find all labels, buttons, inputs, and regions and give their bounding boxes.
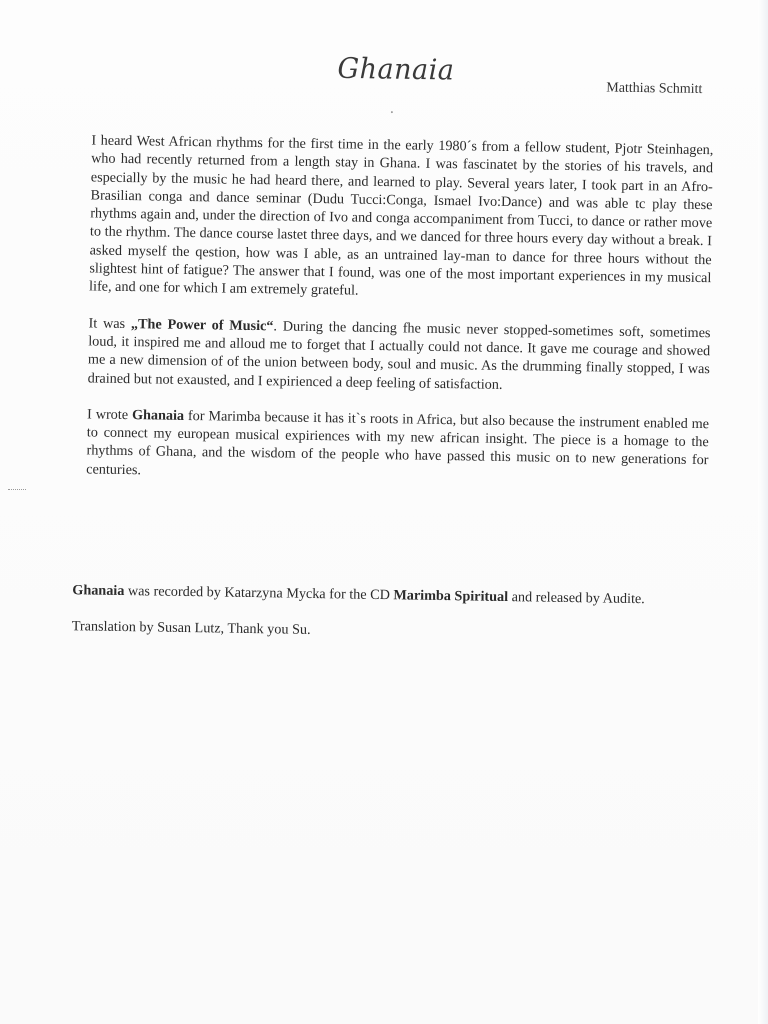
paragraph-lead: It was bbox=[88, 315, 132, 332]
paragraph-origin-story bbox=[89, 131, 714, 305]
piece-title-credit: Ghanaia bbox=[72, 582, 125, 600]
credits bbox=[71, 581, 672, 663]
paragraph-text: . During the dancing fhe music never stopped-sometimes soft, sometimes loud, it inspired me and alloud me to forget that I actually could not dance. It gave me courage and showed me a new dimension of of the union between body, soul and music. As the drumming finally stopped, I was drained but not exausted, and I expirienced a deep feeling of satisfaction. bbox=[87, 317, 711, 393]
cd-title: Marimba Spiritual bbox=[393, 587, 509, 606]
paragraph-text: for Marimba because it has it`s roots in Africa, but also because the instrument enabled me to connect my european musical expiriences with my new african insight. The piece is a homage to the rhythms of Ghana, and the wisdom of the people who have passed this music on to new generations for centuries. bbox=[86, 407, 710, 479]
translation-credit: Translation by Susan Lutz, Thank you Su. bbox=[71, 618, 311, 639]
paragraph-why-marimba bbox=[86, 405, 709, 488]
body-text bbox=[86, 131, 714, 506]
credit-text-tail: and released by Audite. bbox=[507, 589, 645, 608]
credit-text: was recorded by Katarzyna Mycka for the CD bbox=[124, 583, 394, 604]
paragraph-power-of-music bbox=[88, 314, 711, 397]
power-of-music-phrase: „The Power of Music“ bbox=[130, 315, 274, 334]
document-title: Ghanaia bbox=[337, 52, 455, 87]
paragraph-lead: I wrote bbox=[86, 406, 133, 423]
author-name: Matthias Schmitt bbox=[606, 80, 703, 98]
paragraph-text: I heard West African rhythms for the first time in the early 1980´s from a fellow student, Pjotr Steinhagen, who had recently returned from a length stay in Ghana. I was fascinatet by the stories of his travels, and especially by the music he had heard there, and learned to play. Several years later, I took part in an Afro-Brasilian conga and dance seminar (Dudu Tucci:Conga, Ismael Ivo:Dance) and was able tc play these rhythms again and, under the direction of Ivo and conga accompaniment from Tucci, to dance or rather move to the rhythm. The dance course lastet three days, and we danced for three hours every day without a break. I asked myself the qestion, how was I able, as an untrained lay-man to dance for three hours without the slightest hint of fatigue? The answer that I found, was one of the most important experiences in my musical life, and one for which I am extremely grateful. bbox=[88, 132, 714, 300]
piece-title-inline: Ghanaia bbox=[131, 406, 185, 424]
scan-speck bbox=[391, 111, 393, 113]
recording-credit bbox=[72, 581, 672, 609]
